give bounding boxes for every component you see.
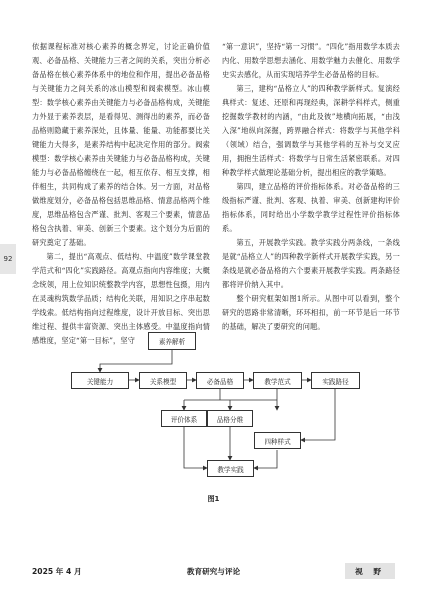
paragraph: 依据课程标准对核心素养的概念界定，讨论正确价值观、必备品格、关键能力三者之间的关系，突出分析必备品格在核心素养体系中的地位和作用，提出必备品格与关键能力之间关系的冰山模型和阀索模型。冰山模型：数学核心素养由关键能力与必备品格构成，关键能力外显于素养表层，是看得见、测得出的素养，而必备品格则隐藏于素养深处，且体量、能量、功能都要比关键能力大得多，是素养结构中起决定作用的部分。阀索模型：数学核心素养由关键能力与必备品格构成，关键能力与必备品格缠绕在一起，相互依存、相互支撑，相伴相生，共同构成了素养的结合体。另一方面，对品格做维度划分，必备品格包括思维品格、情意品格两个维度，思维品格包含严谨、批判、客观三个要素，情意品格包含执着、审美、创新三个要素。这个划分为后面的研究奠定了基础。 xyxy=(32,42,210,247)
right-text-column xyxy=(222,40,400,334)
page-footer xyxy=(0,566,427,580)
paragraph: “第一意识”，坚持“第一习惯”。“四化”指用数学本质去内化、用数学思想去涵化、用数学魅力去催化、用数学史实去感化，从而实现培养学生必备品格的目标。 xyxy=(222,42,400,79)
figure-caption: 图1 xyxy=(207,495,220,503)
node-evaluation-system: 评价体系 xyxy=(161,410,207,427)
paragraph: 第二，提出“高观点、低结构、中温度”数学课堂教学范式和“四化”实践路径。高观点指向内容维度；大概念统领，用上位知识统整教学内容，思想性包摄，用内在灵魂构筑数学品质；结构化关联，用知识之序串起数学线索。低结构指向过程维度，设计开放目标、突出思维过程、提供丰富资源、突出主体感受。中温度指向情感维度，坚定“第一目标”，坚守 xyxy=(32,252,210,345)
paragraph: 整个研究框架如图1所示。从图中可以看到，整个研究的思路非常清晰，环环相扣，前一环节是后一环节的基础，解决了要研究的问题。 xyxy=(222,294,400,331)
connector-line xyxy=(254,450,277,468)
node-four-styles: 四种样式 xyxy=(254,432,301,449)
node-practice-path: 实践路径 xyxy=(311,372,360,389)
section-label: 视 野 xyxy=(345,563,395,579)
connector-line xyxy=(301,389,335,440)
node-essential-character: 必备品格 xyxy=(196,372,244,389)
node-character-dimension: 品格分维 xyxy=(207,410,253,427)
page-number-tab: 92 xyxy=(0,244,16,274)
paragraph: 第五，开展教学实践。教学实践分两条线，一条线是就“品格立人”的四种教学新样式开展教学实践，另一条线是就必备品格的六个要素开展教学实践。两条路径都将评价纳入其中。 xyxy=(222,238,400,289)
journal-name: 教育研究与评论 xyxy=(186,567,241,576)
paragraph: 第四，建立品格的评价指标体系。对必备品格的三级指标严谨、批判、客观、执着、审美、创新建构评价指标体系，同时给出小学数学教学过程性评价指标体系。 xyxy=(222,182,400,233)
node-teaching-practice: 教学实践 xyxy=(207,460,254,477)
node-teaching-paradigm: 教学范式 xyxy=(253,372,302,389)
left-text-column xyxy=(32,40,210,348)
issue-date: 2025 年 4 月 xyxy=(32,567,82,576)
node-relation-model: 关系模型 xyxy=(139,372,187,389)
node-key-ability: 关键能力 xyxy=(71,372,129,389)
connector-line xyxy=(100,350,172,372)
connector-line xyxy=(184,427,207,468)
node-root: 素养解析 xyxy=(148,332,196,350)
paragraph: 第三，建构“品格立人”的四种教学新样式。复演经典样式：复述、还原和再现经典，深耕学科样式，侧重挖掘数学教材的内涵，“由此及彼”地横向拓展，“由浅入深”地纵向深掘，跨界融合样式：将数学与其他学科（领域）结合，强调数学与其他学科的互补与交叉应用，拥抱生活样式：将数学与日常生活紧密联系。对四种教学样式做理论基础分析，提出相应的教学策略。 xyxy=(222,84,400,177)
